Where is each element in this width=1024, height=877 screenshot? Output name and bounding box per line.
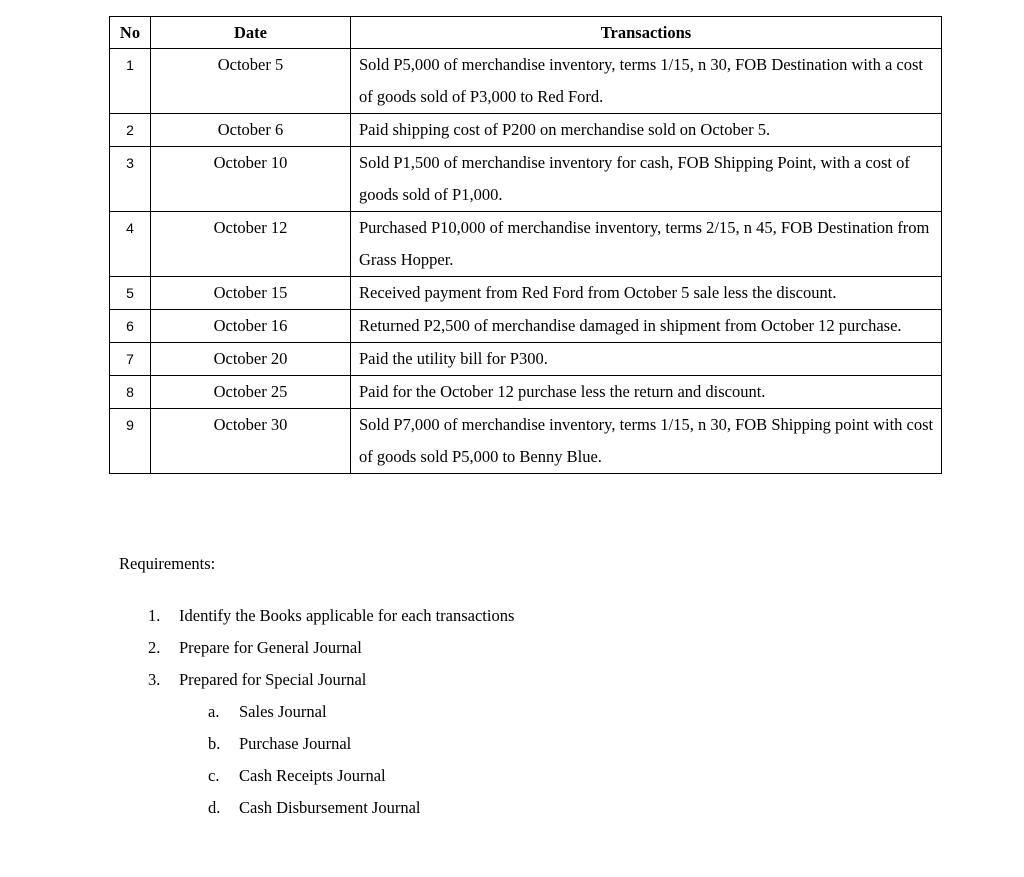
row-date: October 25 (151, 376, 351, 409)
list-item (208, 792, 608, 824)
row-number: 9 (110, 409, 151, 474)
table-row (110, 212, 942, 277)
table-row (110, 49, 942, 114)
list-letter: b. (208, 734, 221, 753)
transactions-table (109, 16, 942, 474)
list-number: 3. (148, 670, 161, 689)
list-item (208, 696, 608, 728)
table-row (110, 147, 942, 212)
list-item (148, 664, 648, 696)
row-transaction: Paid shipping cost of P200 on merchandise sold on October 5. (351, 114, 942, 147)
list-item (148, 632, 648, 664)
row-number: 6 (110, 310, 151, 343)
list-text: Prepared for Special Journal (179, 670, 367, 689)
row-date: October 16 (151, 310, 351, 343)
row-number: 3 (110, 147, 151, 212)
row-transaction: Paid the utility bill for P300. (351, 343, 942, 376)
row-transaction: Returned P2,500 of merchandise damaged in shipment from October 12 purchase. (351, 310, 942, 343)
table-row (110, 343, 942, 376)
list-text: Purchase Journal (239, 734, 352, 753)
row-transaction: Paid for the October 12 purchase less the return and discount. (351, 376, 942, 409)
row-date: October 10 (151, 147, 351, 212)
list-number: 1. (148, 606, 161, 625)
row-transaction: Sold P7,000 of merchandise inventory, terms 1/15, n 30, FOB Shipping point with cost of goods sold P5,000 to Benny Blue. (351, 409, 942, 474)
row-number: 4 (110, 212, 151, 277)
table-header-row (110, 17, 942, 49)
header-date: Date (151, 17, 351, 49)
row-date: October 20 (151, 343, 351, 376)
row-transaction: Purchased P10,000 of merchandise inventory, terms 2/15, n 45, FOB Destination from Grass Hopper. (351, 212, 942, 277)
row-transaction: Sold P1,500 of merchandise inventory for cash, FOB Shipping Point, with a cost of goods sold of P1,000. (351, 147, 942, 212)
list-letter: d. (208, 798, 221, 817)
special-journal-list (208, 696, 608, 824)
row-number: 8 (110, 376, 151, 409)
list-text: Identify the Books applicable for each transactions (179, 606, 515, 625)
requirements-section (119, 552, 515, 817)
row-transaction: Sold P5,000 of merchandise inventory, terms 1/15, n 30, FOB Destination with a cost of goods sold of P3,000 to Red Ford. (351, 49, 942, 114)
row-date: October 15 (151, 277, 351, 310)
list-text: Cash Receipts Journal (239, 766, 386, 785)
list-item (208, 760, 608, 792)
row-number: 2 (110, 114, 151, 147)
list-text: Prepare for General Journal (179, 638, 362, 657)
list-number: 2. (148, 638, 161, 657)
header-no: No (110, 17, 151, 49)
row-number: 7 (110, 343, 151, 376)
list-text: Sales Journal (239, 702, 327, 721)
row-date: October 5 (151, 49, 351, 114)
list-item (208, 728, 608, 760)
table-row (110, 114, 942, 147)
row-number: 5 (110, 277, 151, 310)
table-row (110, 277, 942, 310)
list-text: Cash Disbursement Journal (239, 798, 421, 817)
header-transactions: Transactions (351, 17, 942, 49)
list-letter: c. (208, 766, 220, 785)
table-row (110, 409, 942, 474)
list-letter: a. (208, 702, 220, 721)
row-date: October 6 (151, 114, 351, 147)
row-number: 1 (110, 49, 151, 114)
table-row (110, 376, 942, 409)
row-transaction: Received payment from Red Ford from October 5 sale less the discount. (351, 277, 942, 310)
requirements-list (148, 600, 648, 696)
requirements-heading: Requirements: (119, 554, 216, 573)
row-date: October 12 (151, 212, 351, 277)
list-item (148, 600, 648, 632)
table-row (110, 310, 942, 343)
row-date: October 30 (151, 409, 351, 474)
